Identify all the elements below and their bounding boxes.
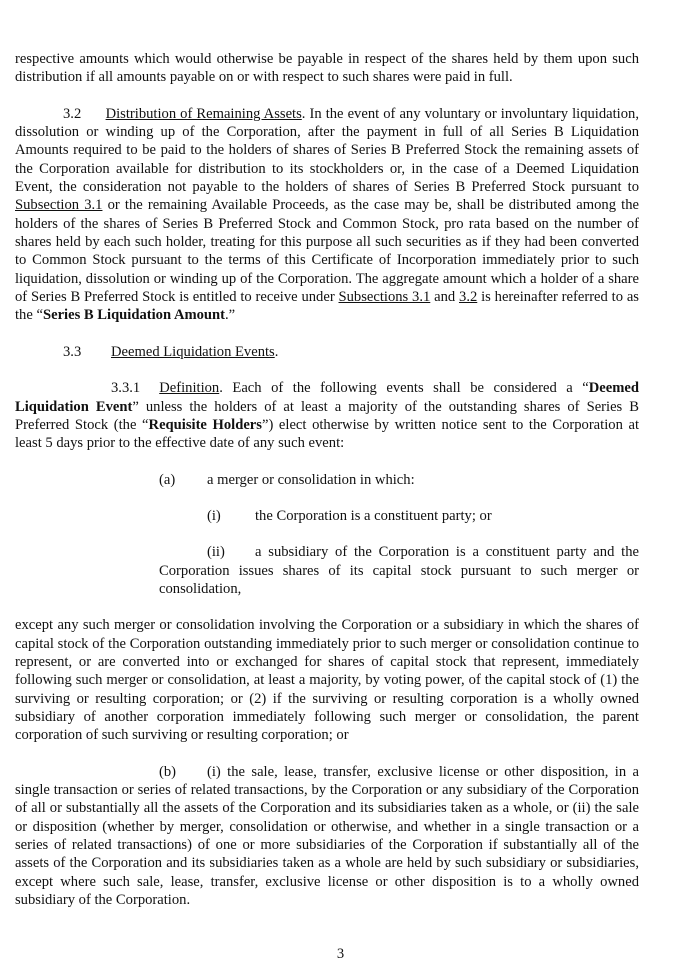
defined-term: Requisite Holders — [148, 416, 262, 433]
section-text: or the remaining Available Proceeds, as the case may be, shall be distributed among the holders of the shares of Series B Preferred Stock and Common Stock, pro rata based on the number of shares held by each such holder, treating for this purpose all such securities as if they had been converted to Common Stock pursuant to the terms of this Certificate of Incorporation immediately prior to such liquidation, dissolution or winding up of the Corporation. The aggregate amount which a holder of a share of Series B Preferred Stock is entitled to receive under — [15, 197, 639, 306]
item-label: (ii) — [207, 544, 225, 561]
section-heading: Definition — [159, 380, 220, 397]
cross-reference: 3.2 — [459, 289, 478, 306]
continued-paragraph: respective amounts which would otherwise be payable in respect of the shares held by them upon such distribution if all amounts payable on or with respect to such shares were paid in full. — [15, 51, 639, 86]
section-3-3 — [15, 343, 639, 361]
section-heading: Distribution of Remaining Assets — [105, 105, 302, 122]
section-text: ” unless the holders of at least a majority of the outstanding shares of Series B Preferred Stock (the “ — [15, 398, 640, 433]
section-number: 3.3.1 — [111, 380, 141, 397]
section-number: 3.3 — [63, 343, 82, 360]
item-text: a merger or consolidation in which: — [207, 471, 415, 488]
section-3-2 — [15, 105, 639, 325]
section-heading: Deemed Liquidation Events — [111, 343, 275, 360]
list-item-i — [15, 507, 639, 525]
section-text: and — [430, 289, 460, 306]
defined-term: Series B Liquidation Amount — [42, 307, 226, 324]
section-text: .” — [225, 307, 236, 324]
section-3-3-1 — [15, 379, 639, 452]
item-text: a subsidiary of the Corporation is a constituent party and the Corporation issues shares of its capital stock pursuant to such merger or consolidation, — [159, 544, 639, 597]
section-text: . Each of the following events shall be considered a “ — [219, 380, 589, 397]
page-number: 3 — [336, 946, 345, 962]
list-item-ii — [15, 543, 639, 598]
list-item-a — [15, 471, 639, 489]
item-text: the Corporation is a constituent party; or — [255, 507, 492, 524]
item-text: (i) the sale, lease, transfer, exclusive license or other disposition, in a single transaction or series of related transactions, by the Corporation or any subsidiary of the Corporation of all or substantially all the assets of the Corporation and its subsidiaries taken as a whole, or (ii) the sale or disposition (whether by merger, consolidation or otherwise, and whether in a single transaction or a series of related transactions) of one or more subsidiaries of the Corporation if substantially all of the assets of the Corporation and its subsidiaries taken as a whole are held by such subsidiary or subsidiaries, except where such sale, lease, transfer, exclusive license or other disposition is to a wholly owned subsidiary of the Corporation. — [15, 763, 639, 909]
item-label: (a) — [159, 471, 176, 488]
document-page — [15, 50, 639, 909]
section-text: . — [274, 343, 279, 360]
list-item-b — [15, 763, 639, 910]
cross-reference: Subsection 3.1 — [15, 197, 103, 214]
except-paragraph: except any such merger or consolidation involving the Corporation or a subsidiary in which the shares of capital stock of the Corporation outstanding immediately prior to such merger or consolidation continue to represent, or are converted into or exchanged for shares of capital stock that represent, immediately following such merger or consolidation, at least a majority, by voting power, of the capital stock of (1) the surviving or resulting corporation; or (2) if the surviving or resulting corporation is a wholly owned subsidiary of another corporation immediately following such merger or consolidation, the parent corporation of such surviving or resulting corporation; or — [15, 617, 639, 744]
cross-reference: Subsections 3.1 — [338, 289, 431, 306]
defined-term: Deemed Liquidation Event — [15, 380, 640, 415]
item-label: (b) — [159, 763, 177, 780]
section-text: is hereinafter referred to as the “ — [15, 289, 639, 324]
section-number: 3.2 — [63, 105, 82, 122]
item-label: (i) — [207, 507, 221, 524]
section-text: ”) elect otherwise by written notice sent to the Corporation at least 5 days prior to the effective date of any such event: — [15, 416, 639, 452]
section-text: . In the event of any voluntary or involuntary liquidation, dissolution or winding up of the Corporation, after the payment in full of all Series B Liquidation Amounts required to be paid to the holders of shares of Series B Preferred Stock the remaining assets of the Corporation available for distribution to its stockholders or, in the case of a Deemed Liquidation Event, the consideration not payable to the holders of shares of Series B Preferred Stock pursuant to — [15, 105, 639, 196]
